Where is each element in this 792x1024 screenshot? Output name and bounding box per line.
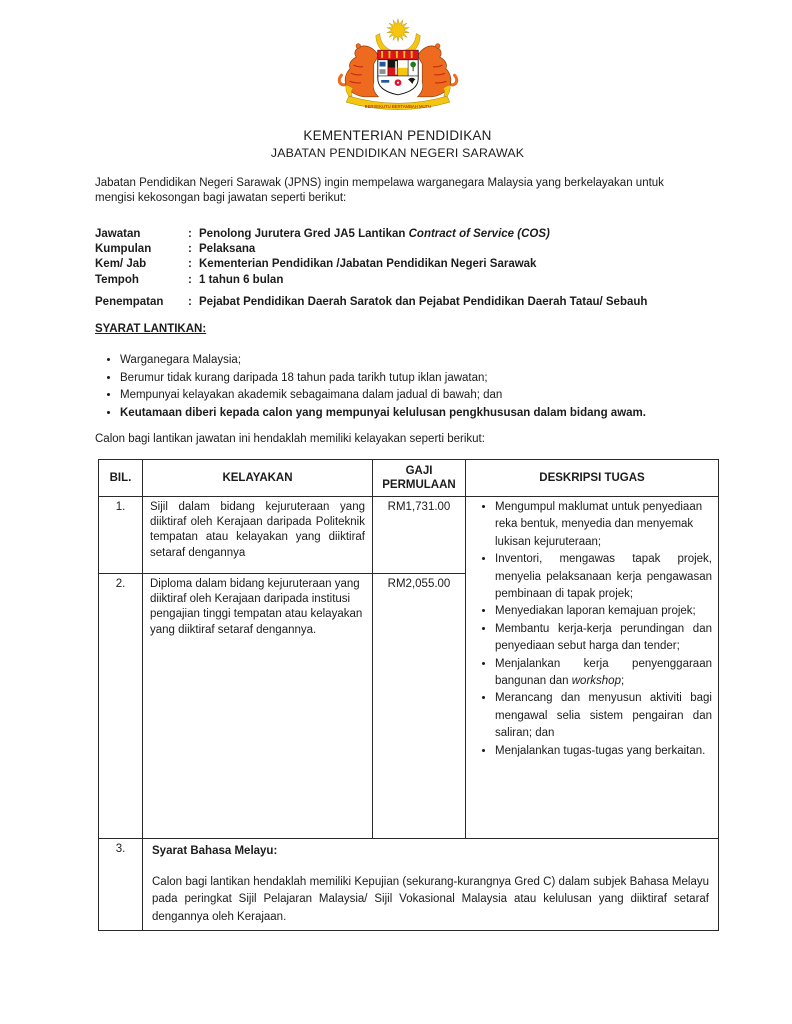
cell-syarat-bahasa-melayu [143, 838, 719, 930]
colon: : [188, 243, 192, 256]
detail-value-text: Penolong Jurutera Gred JA5 Lantikan [199, 228, 409, 240]
motto-text: BERSEKUTU BERTAMBAH MUTU [364, 103, 431, 109]
tiger-left-icon [339, 44, 378, 97]
cell-bil: 2. [99, 573, 143, 838]
deskripsi-bullet: • Merancang dan menyusun aktiviti bagi mengawal selia sistem pengairan dan saliran; dan [495, 690, 712, 742]
bullet-text-italic: workshop [571, 674, 621, 687]
detail-value: Pejabat Pendidikan Daerah Saratok dan Pejabat Pendidikan Daerah Tatau/ Sebauh [199, 295, 648, 308]
table-row [99, 838, 719, 930]
shield-icon [377, 50, 417, 94]
detail-label: Jawatan [95, 228, 141, 240]
colon: : [188, 273, 192, 286]
bullet-text: ; [620, 674, 625, 687]
table-row [99, 496, 719, 573]
detail-row-kumpulan [95, 242, 700, 257]
deskripsi-bullet [495, 656, 712, 691]
syarat-bullet: • Warganegara Malaysia; [120, 352, 700, 370]
detail-row-penempatan [95, 295, 700, 310]
cell-bil: 1. [99, 496, 143, 573]
col-header-deskripsi: DESKRIPSI TUGAS [466, 459, 719, 496]
detail-row-tempoh [95, 273, 700, 288]
detail-label: Kem/ Jab [95, 258, 147, 271]
department-subtitle: JABATAN PENDIDIKAN NEGERI SARAWAK [270, 146, 525, 160]
cell-kelayakan: Diploma dalam bidang kejuruteraan yang diiktiraf oleh Kerajaan daripada institusi pengajian tinggi tempatan atau kelayakan yang diiktiraf setaraf dengannya. [143, 573, 373, 838]
detail-value: Pelaksana [199, 243, 256, 256]
bullet-text: Menjalankan kerja penyenggaraan bangunan dan [495, 657, 712, 687]
job-details-block [95, 227, 700, 310]
syarat-bm-title: Syarat Bahasa Melayu: [152, 844, 278, 857]
deskripsi-bullet: • Menjalankan tugas-tugas yang berkaitan. [495, 743, 712, 760]
col-header-bil: BIL. [99, 459, 143, 496]
syarat-bullet-emphasis: • Keutamaan diberi kepada calon yang mempunyai kelulusan pengkhususan dalam bidang awam. [120, 405, 700, 423]
cell-gaji: RM1,731.00 [373, 496, 466, 573]
colon: : [188, 295, 192, 308]
detail-value: 1 tahun 6 bulan [199, 273, 284, 286]
deskripsi-bullet: • Mengumpul maklumat untuk penyediaan reka bentuk, menyedia dan menyemak lukisan kejuruteraan; [495, 499, 712, 551]
qualification-table [98, 459, 719, 931]
syarat-bm-body: Calon bagi lantikan hendaklah memiliki Kepujian (sekurang-kurangnya Gred C) dalam subjek Bahasa Melayu pada peringkat Sijil Pelajaran Malaysia/ Sijil Vokasional Malaysia atau kelulusan yang diiktiraf setaraf dengannya oleh Kerajaan. [152, 876, 709, 923]
detail-label: Kumpulan [95, 243, 152, 256]
cell-gaji: RM2,055.00 [373, 573, 466, 838]
deskripsi-bullet: • Menyediakan laporan kemajuan projek; [495, 603, 712, 620]
deskripsi-bullet: • Inventori, mengawas tapak projek, menyelia pelaksanaan kerja pengawasan pembinaan di tapak projek; [495, 551, 712, 603]
malaysia-coat-of-arms-logo [335, 14, 461, 115]
cell-kelayakan: Sijil dalam bidang kejuruteraan yang diiktiraf oleh Kerajaan daripada Politeknik tempatan atau kelayakan yang diiktiraf setaraf dengannya [143, 496, 373, 573]
detail-value [199, 227, 700, 242]
deskripsi-bullet: • Membantu kerja-kerja perundingan dan penyediaan sebut harga dan tender; [495, 621, 712, 656]
syarat-bullet: • Berumur tidak kurang daripada 18 tahun pada tarikh tutup iklan jawatan; [120, 370, 700, 388]
qualification-intro-line: Calon bagi lantikan jawatan ini hendaklah memiliki kelayakan seperti berikut: [95, 433, 485, 446]
deskripsi-bullet-list [478, 499, 712, 760]
syarat-lantikan-heading: SYARAT LANTIKAN: [95, 323, 207, 336]
col-header-gaji: GAJI PERMULAAN [373, 459, 466, 496]
detail-label: Penempatan [95, 295, 164, 308]
cell-bil: 3. [99, 838, 143, 930]
detail-value: Kementerian Pendidikan /Jabatan Pendidikan Negeri Sarawak [199, 258, 537, 271]
tiger-right-icon [417, 44, 456, 97]
syarat-bullet: • Mempunyai kelayakan akademik sebagaimana dalam jadual di bawah; dan [120, 387, 700, 405]
detail-row-jawatan [95, 227, 700, 242]
colon: : [188, 258, 192, 271]
detail-value-italic: Contract of Service (COS) [408, 228, 550, 240]
detail-row-kem-jab [95, 257, 700, 272]
ministry-title: KEMENTERIAN PENDIDIKAN [303, 128, 492, 143]
intro-paragraph: Jabatan Pendidikan Negeri Sarawak (JPNS) ingin mempelawa warganegara Malaysia yang berkelayakan untuk mengisi kekosongan bagi jawatan seperti berikut: [95, 177, 664, 204]
colon: : [188, 228, 192, 240]
syarat-bullet-list [95, 352, 700, 422]
table-header-row [99, 459, 719, 496]
detail-label: Tempoh [95, 273, 139, 286]
cell-deskripsi-tugas [466, 496, 719, 838]
document-content [0, 14, 792, 931]
col-header-kelayakan: KELAYAKAN [143, 459, 373, 496]
